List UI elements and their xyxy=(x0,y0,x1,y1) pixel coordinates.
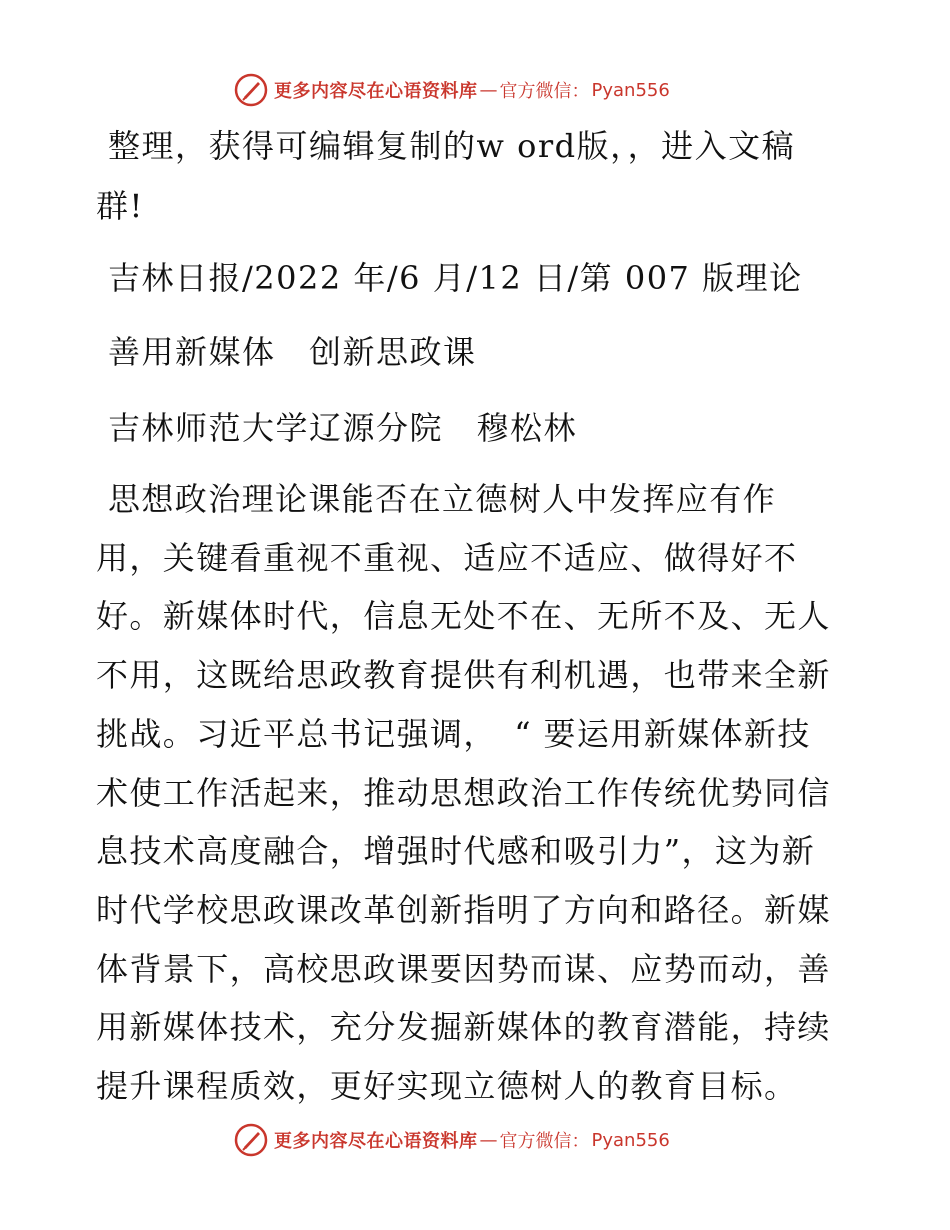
watermark-official: 官方微信： xyxy=(499,1131,590,1152)
body-line: 时代学校思政课改革创新指明了方向和路径。新媒 xyxy=(96,890,831,929)
watermark-text: 更多内容尽在心语资料库 xyxy=(274,1131,478,1152)
body-line: 挑战。习近平总书记强调， “ 要运用新媒体新技 xyxy=(96,714,811,753)
body-line: 用，关键看重视不重视、适应不适应、做得好不 xyxy=(96,538,798,577)
body-line: 体背景下，高校思政课要因势而谋、应势而动，善 xyxy=(96,949,831,988)
body-line: 思想政治理论课能否在立德树人中发挥应有作 xyxy=(108,480,777,518)
article-title: 善用新媒体 创新思政课 xyxy=(108,333,477,371)
body-line: 提升课程质效，更好实现立德树人的教育目标。 xyxy=(96,1067,798,1106)
watermark-wechat-id: Pyan556 xyxy=(591,1129,670,1151)
body-line: 息技术高度融合，增强时代感和吸引力”，这为新 xyxy=(96,832,816,871)
watermark-wechat-id: Pyan556 xyxy=(591,79,670,101)
footer-watermark xyxy=(234,1122,670,1158)
body-paragraph xyxy=(96,470,852,1116)
body-line: 用新媒体技术，充分发掘新媒体的教育潜能，持续 xyxy=(96,1008,831,1047)
intro-line-2: 群! xyxy=(96,187,144,225)
quill-logo-icon xyxy=(234,73,268,107)
body-line: 术使工作活起来，推动思想政治工作传统优势同信 xyxy=(96,773,831,812)
author-line: 吉林师范大学辽源分院 穆松林 xyxy=(108,409,578,447)
body-line: 好。新媒体时代，信息无处不在、无所不及、无人 xyxy=(96,597,831,636)
source-line: 吉林日报/2022 年/6 月/12 日/第 007 版理论 xyxy=(108,259,803,297)
watermark-separator: — xyxy=(479,79,498,101)
watermark-separator: — xyxy=(479,1129,498,1151)
header-watermark xyxy=(234,72,670,108)
intro-line-1: 整理，获得可编辑复制的w ord版，，进入文稿 xyxy=(108,127,796,165)
body-line: 不用，这既给思政教育提供有利机遇，也带来全新 xyxy=(96,656,831,695)
watermark-text: 更多内容尽在心语资料库 xyxy=(274,81,478,102)
watermark-official: 官方微信： xyxy=(499,81,590,102)
quill-logo-icon xyxy=(234,1123,268,1157)
